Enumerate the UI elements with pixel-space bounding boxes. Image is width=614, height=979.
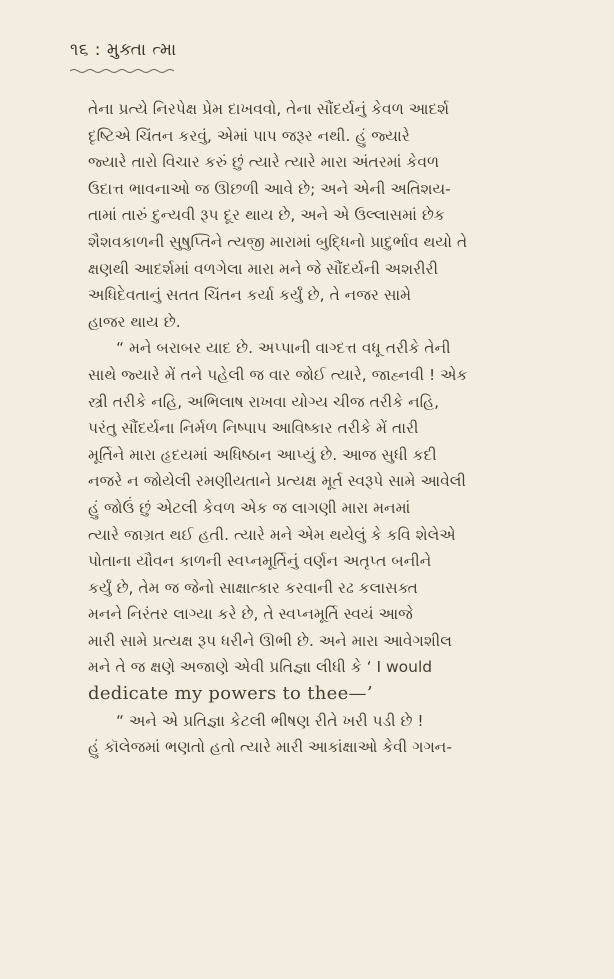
body-text [88, 96, 564, 761]
text-line: જ્યારે તારો વિચાર કરું છું ત્યારે ત્યારે મારા અંતરમાં કેવળ [88, 153, 440, 172]
text-line: હું કૉલેજમાં ભણતો હતો ત્યારે મારી આકાંક્ષાઓ કેવી ગગન- [88, 738, 452, 757]
text-line: કર્યું છે, તેમ જ જેનો સાક્ષાત્કાર કરવાની રઢ કલાસક્ત [88, 578, 418, 597]
text-line: શૈશવકાળની સુષુપ્તિને ત્યજી મારામાં બુદ્ધિનો પ્રાદુર્ભાવ થયો તે [88, 232, 468, 251]
text-line: અધિદેવતાનું સતત ચિંતન કર્યા કર્યું છે, તે નજર સામે [88, 286, 412, 305]
text-line: મને તે જ ક્ષણે અજાણે એવી પ્રતિજ્ઞા લીધી કે ‘ I would [88, 658, 433, 677]
text-line: dedicate my powers to thee—’ [88, 683, 373, 705]
text-line: સ્ત્રી તરીકે નહિ, અભિલાષ રાખવા યોગ્ય ચીજ તરીકે નહિ, [88, 392, 440, 411]
text-line: મૂર્તિને મારા હૃદયમાં અધિષ્ઠાન આપ્યું છે. આજ સુધી કદી [88, 445, 437, 464]
running-head: ૧૬ : મુક્તા ત્મા [70, 40, 177, 60]
text-line: તેના પ્રત્યે નિરપેક્ષ પ્રેમ દાખવવો, તેના સૌંદર્યનું કેવળ આદર્શ [88, 100, 450, 118]
ornamental-rule [70, 68, 174, 74]
text-line: હું જોઉં છું એટલી કેવળ એક જ લાગણી મારા મનમાં [88, 498, 411, 517]
text-line: મારી સામે પ્રત્યક્ષ રૂપ ધરીને ઊભી છે. અને મારા આવેગશીલ [88, 631, 452, 650]
text-line: પરંતુ સૌંદર્યના નિર્મળ નિષ્પાપ આવિષ્કાર તરીકે મેં તારી [88, 419, 419, 438]
text-line: “ અને એ પ્રતિજ્ઞા કેટલી ભીષણ રીતે ખરી પડી છે ! [116, 711, 424, 730]
text-line: સાથે જ્યારે મેં તને પહેલી જ વાર જોઈ ત્યારે, જાહ્નવી ! એક [88, 365, 468, 384]
text-line: ઉદાત્ત ભાવનાઓ જ ઊછળી આવે છે; અને એની અતિશય- [88, 179, 451, 198]
text-line: હાજર થાય છે. [88, 312, 181, 331]
text-line: તામાં તારું દુન્યવી રૂપ દૂર થાય છે, અને એ ઉલ્લાસમાં છેક [88, 206, 445, 225]
text-line: પોતાના યૌવન કાળની સ્વપ્નમૂર્તિનું વર્ણન અતૃપ્ત બનીને [88, 552, 432, 571]
text-line: ત્યારે જાગ્રત થઈ હતી. ત્યારે મને એમ થયેલું કે કવિ શેલેએ [88, 525, 456, 544]
text-line: ક્ષણથી આદર્શમાં વળગેલા મારા મને જે સૌંદર્યની અશરીરી [88, 259, 439, 278]
text-line: દૃષ્ટિએ ચિંતન કરવું, એમાં પાપ જરૂર નથી. હું જ્યારે [88, 126, 410, 145]
text-line: મનને નિરંતર લાગ્યા કરે છે, તે સ્વપ્નમૂર્તિ સ્વયં આજે [88, 605, 413, 624]
text-line: નજરે ન જોયેલી રમણીયતાને પ્રત્યક્ષ મૂર્ત સ્વરૂપે સામે આવેલી [88, 472, 466, 491]
text-line: “ મને બરાબર યાદ છે. અપ્પાની વાગ્દત્ત વધૂ તરીકે તેની [116, 339, 451, 358]
